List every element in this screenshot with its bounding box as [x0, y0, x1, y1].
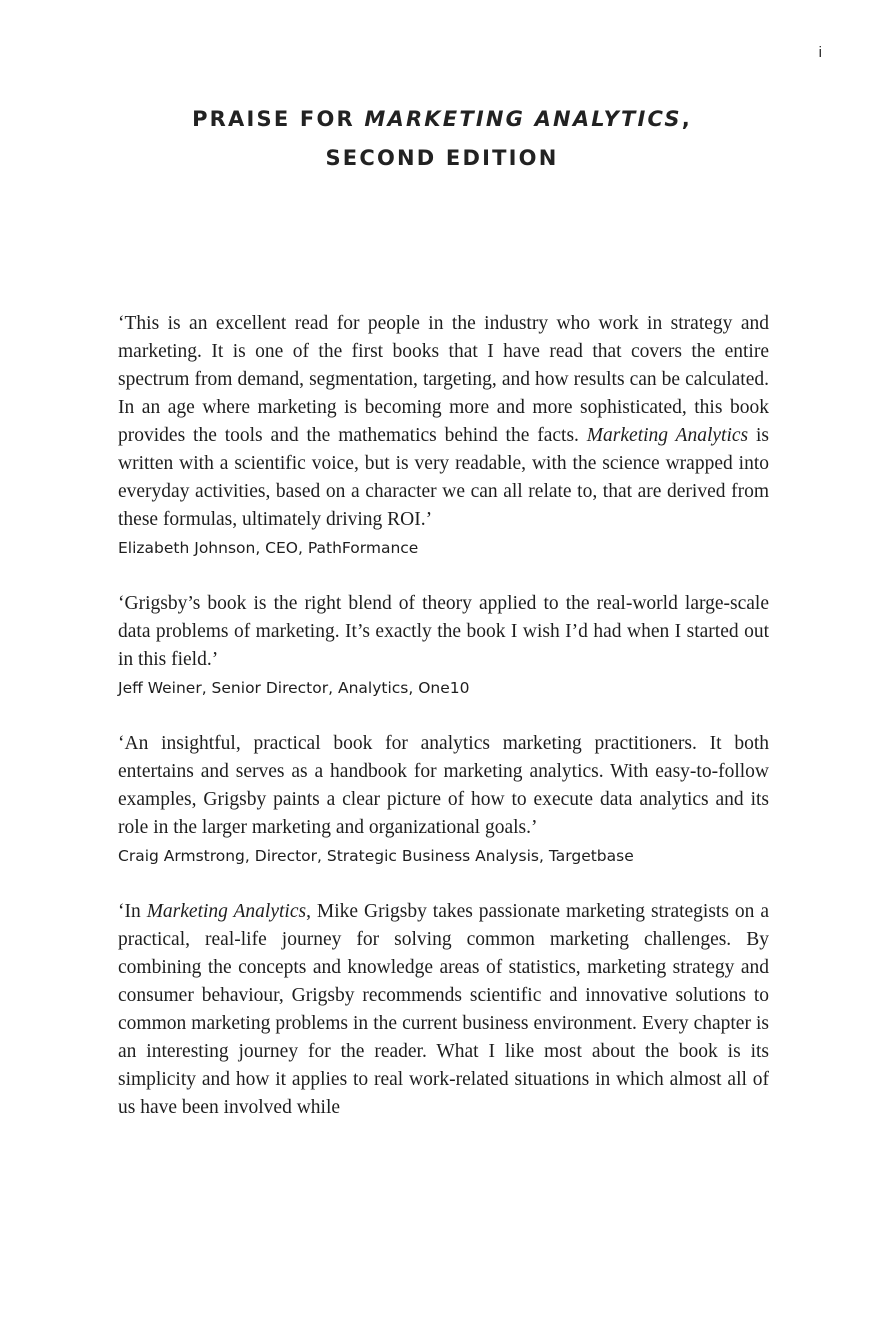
title-book-name: MARKETING ANALYTICS — [364, 107, 682, 131]
testimonial-quote — [118, 590, 769, 674]
quote-text: is written with a scientific voice, but is very readable, with the science wrapped into everyday activities, based on a character we can all relate to, that are derived from these formulas, ultimately driving ROI.’ — [118, 425, 769, 530]
page-title — [0, 100, 884, 178]
quote-text: ‘An insightful, practical book for analytics marketing practitioners. It both entertains and serves as a handbook for marketing analytics. With easy-to-follow examples, Grigsby paints a clear picture of how to execute data analytics and its role in the larger marketing and organizational goals.’ — [118, 733, 769, 838]
title-prefix: PRAISE FOR — [192, 107, 365, 131]
testimonial-quote — [118, 730, 769, 842]
testimonial — [118, 310, 769, 562]
testimonial-quote — [118, 310, 769, 534]
page-number: i — [818, 44, 822, 61]
testimonial-quote — [118, 898, 769, 1122]
testimonial-attribution: Craig Armstrong, Director, Strategic Business Analysis, Targetbase — [118, 847, 634, 865]
title-line-2: SECOND EDITION — [325, 146, 559, 170]
testimonial — [118, 730, 769, 870]
quote-book-title: Marketing Analytics — [146, 901, 307, 922]
testimonial — [118, 590, 769, 702]
testimonial — [118, 898, 769, 1122]
quote-book-title: Marketing Analytics — [586, 425, 749, 446]
testimonial-attribution: Elizabeth Johnson, CEO, PathFormance — [118, 539, 419, 557]
quote-text: ‘In — [118, 901, 147, 922]
testimonials-section — [118, 310, 769, 1122]
quote-text: ‘This is an excellent read for people in the industry who work in strategy and marketing. It is one of the first books that I have read that covers the entire spectrum from demand, segmentation, targeting, and how results can be calculated. In an age where marketing is becoming more and more sophisticated, this book provides the tools and the mathematics behind the facts. — [118, 313, 769, 446]
title-line-1 — [0, 100, 884, 139]
testimonial-attribution: Jeff Weiner, Senior Director, Analytics, One10 — [118, 679, 470, 697]
quote-text: ‘Grigsby’s book is the right blend of theory applied to the real-world large-scale data problems of marketing. It’s exactly the book I wish I’d had when I started out in this field.’ — [118, 593, 769, 670]
quote-text: , Mike Grigsby takes passionate marketing strategists on a practical, real-life journey for solving common marketing challenges. By combining the concepts and knowledge areas of statistics, marketing strategy and consumer behaviour, Grigsby recommends scientific and innovative solutions to common marketing problems in the current business environment. Every chapter is an interesting journey for the reader. What I like most about the book is its simplicity and how it applies to real work-related situations in which almost all of us have been involved while — [118, 901, 769, 1118]
title-suffix: , — [681, 107, 692, 131]
